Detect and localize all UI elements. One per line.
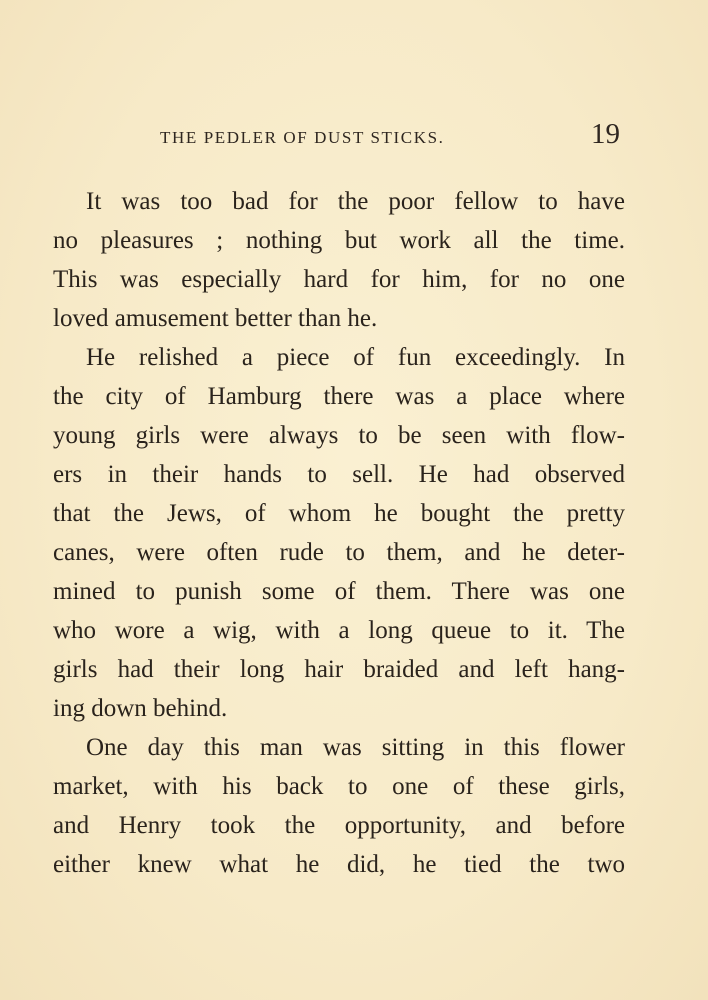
text-line: ing down behind. xyxy=(53,695,228,722)
body-text xyxy=(53,182,625,884)
text-line: no pleasures ; nothing but work all the time. xyxy=(53,227,625,254)
text-line: and Henry took the opportunity, and before xyxy=(53,812,625,839)
text-line: market, with his back to one of these girls, xyxy=(53,773,625,800)
text-line: It was too bad for the poor fellow to have xyxy=(86,188,625,215)
text-line: girls had their long hair braided and left hang- xyxy=(53,656,625,683)
running-head xyxy=(0,112,708,152)
text-line: mined to punish some of them. There was one xyxy=(53,578,625,605)
text-line: He relished a piece of fun exceedingly. In xyxy=(86,344,625,371)
text-line: who wore a wig, with a long queue to it. The xyxy=(53,617,625,644)
text-line: One day this man was sitting in this flower xyxy=(86,734,625,761)
text-line: ers in their hands to sell. He had observed xyxy=(53,461,625,488)
text-line: the city of Hamburg there was a place where xyxy=(53,383,625,410)
text-line: either knew what he did, he tied the two xyxy=(53,851,625,878)
text-line: This was especially hard for him, for no one xyxy=(53,266,625,293)
running-head-title: THE PEDLER OF DUST STICKS. xyxy=(160,128,445,147)
page-number: 19 xyxy=(591,118,620,150)
text-line: loved amusement better than he. xyxy=(53,305,378,332)
text-line: young girls were always to be seen with flow- xyxy=(53,422,625,449)
text-line: canes, were often rude to them, and he deter- xyxy=(53,539,625,566)
text-line: that the Jews, of whom he bought the pretty xyxy=(53,500,625,527)
